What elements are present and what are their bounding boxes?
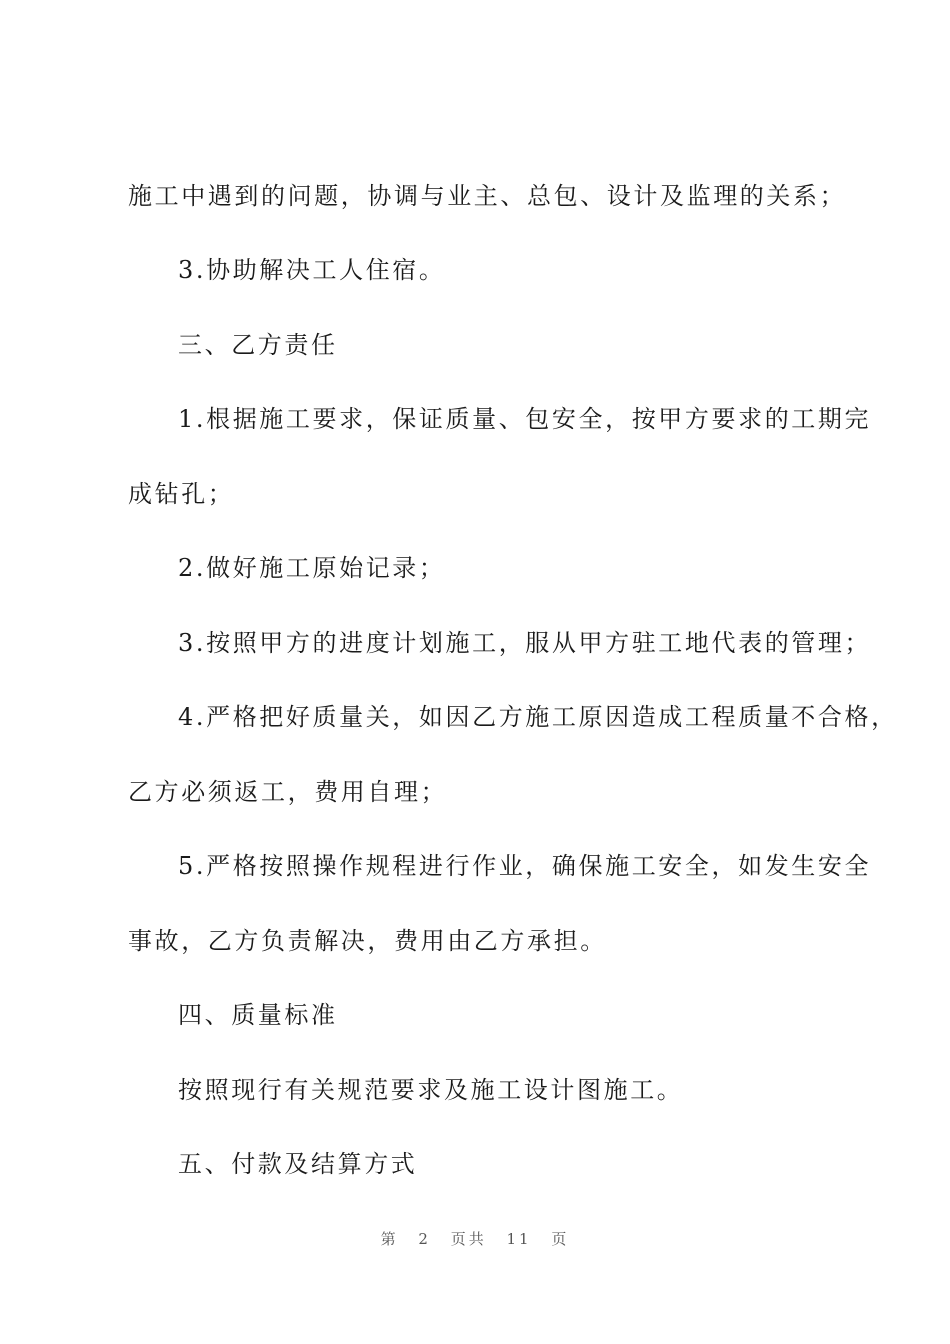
text-line: 3.协助解决工人住宿。: [178, 256, 446, 284]
page-footer: [0, 1228, 950, 1250]
text-line: 1.根据施工要求，保证质量、包安全，按甲方要求的工期完: [178, 405, 872, 433]
footer-suffix: 页: [551, 1230, 570, 1248]
section-heading: 三、乙方责任: [178, 331, 338, 359]
text-line: 乙方必须返工，费用自理；: [128, 778, 448, 806]
text-line: 事故，乙方负责解决，费用由乙方承担。: [128, 927, 607, 955]
text-line: 4.严格把好质量关，如因乙方施工原因造成工程质量不合格，: [178, 703, 898, 731]
text-line: 施工中遇到的问题，协调与业主、总包、设计及监理的关系；: [128, 182, 847, 210]
text-line: 成钻孔；: [128, 480, 235, 508]
text-line: 按照现行有关规范要求及施工设计图施工。: [178, 1076, 684, 1104]
footer-prefix: 第: [380, 1230, 399, 1248]
total-pages-number: 11: [506, 1230, 532, 1248]
footer-middle: 页共: [450, 1230, 487, 1248]
section-heading: 五、付款及结算方式: [178, 1150, 418, 1178]
text-line: 3.按照甲方的进度计划施工，服从甲方驻工地代表的管理；: [178, 629, 872, 657]
section-heading: 四、质量标准: [178, 1001, 338, 1029]
text-line: 5.严格按照操作规程进行作业，确保施工安全，如发生安全: [178, 852, 872, 880]
current-page-number: 2: [418, 1230, 431, 1248]
text-line: 2.做好施工原始记录；: [178, 554, 446, 582]
